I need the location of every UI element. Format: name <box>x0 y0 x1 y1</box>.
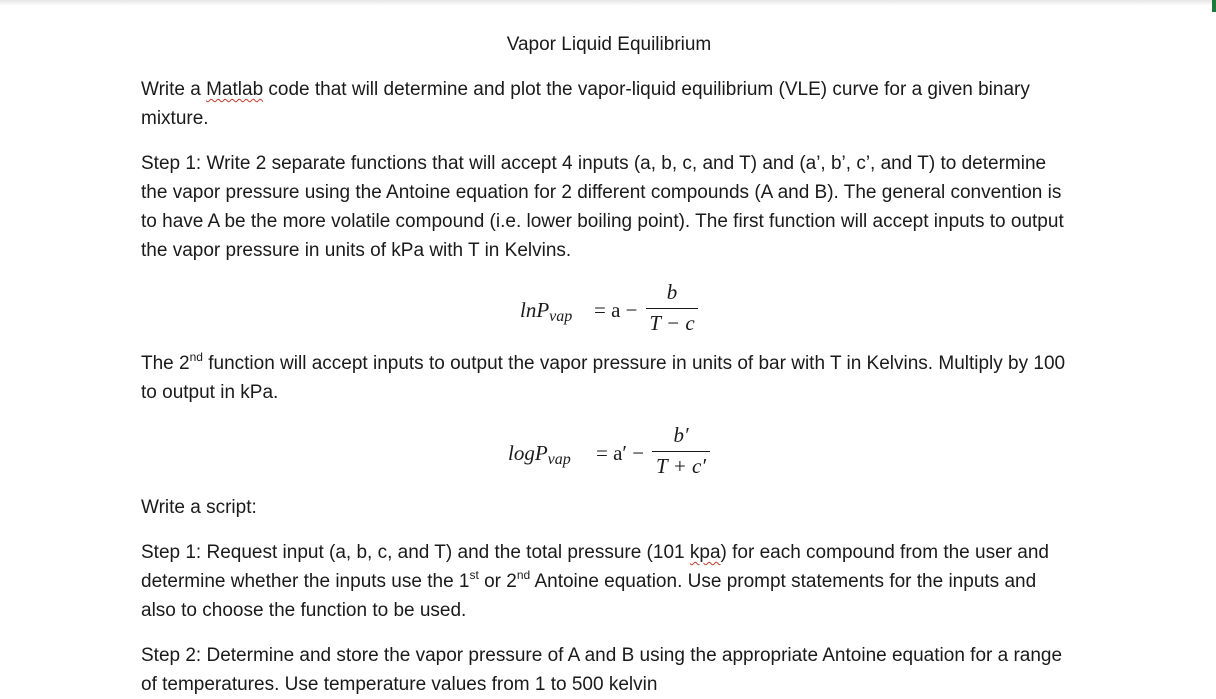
script-step1-text-mid2: or 2 <box>478 571 517 592</box>
equation1-lhs: lnP$_{vap}$ <box>520 298 573 325</box>
equation2-denominator: T + c′ <box>656 454 706 478</box>
intro-paragraph <box>141 75 1076 133</box>
second-function-text-end: function will accept inputs to output the vapor pressure in units of bar with T in Kelvins. Multiply by 100 to output in kPa. <box>141 353 1066 403</box>
equation2-numerator: b′ <box>673 423 689 447</box>
script-step1-text-start: Step 1: Request input (a, b, c, and T) and the total pressure (101 <box>141 542 690 563</box>
script-step1-text-end: Antoine equation. Use prompt statements for the inputs and also to choose the function to be used. <box>141 571 1037 621</box>
script-step1-paragraph <box>141 538 1076 625</box>
equation2-rhs: = a′ − <box>596 441 645 465</box>
equation1-denominator: T − c <box>649 311 695 335</box>
ordinal-suffix: st <box>469 567 479 582</box>
intro-text-start: Write a <box>141 79 207 100</box>
script-step2-paragraph: Step 2: Determine and store the vapor pressure of A and B using the appropriate Antoine equation for a range of temperatures. Use temperature values from 1 to 500 kelvin <box>141 645 1063 695</box>
equation2-fraction <box>652 423 710 479</box>
ordinal-suffix: nd <box>189 349 203 364</box>
fraction-bar <box>652 451 710 452</box>
ordinal-suffix: nd <box>516 567 531 582</box>
fraction-bar <box>646 308 698 309</box>
script-step1-text-mid1: ) for each compound from the user and determine whether the inputs use the 1 <box>141 542 1049 592</box>
document-title: Vapor Liquid Equilibrium <box>506 34 712 55</box>
equation1-numerator: b <box>666 280 678 304</box>
window-top-edge <box>0 0 1216 6</box>
second-function-paragraph <box>141 349 1076 407</box>
second-function-text-start: The 2 <box>141 353 190 374</box>
step1-functions-paragraph: Step 1: Write 2 separate functions that will accept 4 inputs (a, b, c, and T) and (a’, b’, c’, and T) to determine the vapor pressure using the Antoine equation for 2 different compounds (A and B). The general convention is to have A be the more volatile compound (i.e. lower boiling point). The first function will accept inputs to output the vapor pressure in units of kPa with T in Kelvins. <box>141 153 1064 261</box>
equation2-lhs: logP$_{vap}$ <box>508 441 571 468</box>
script-heading: Write a script: <box>141 497 257 518</box>
spelling-flagged-word[interactable]: Matlab <box>206 79 264 100</box>
intro-text-end: code that will determine and plot the vapor-liquid equilibrium (VLE) curve for a given binary mixture. <box>141 79 1030 129</box>
equation1-rhs: = a − <box>594 298 638 322</box>
scrollbar-marker[interactable] <box>1212 0 1216 12</box>
equation1-fraction <box>646 280 698 336</box>
spelling-flagged-word[interactable]: kpa <box>689 542 721 563</box>
